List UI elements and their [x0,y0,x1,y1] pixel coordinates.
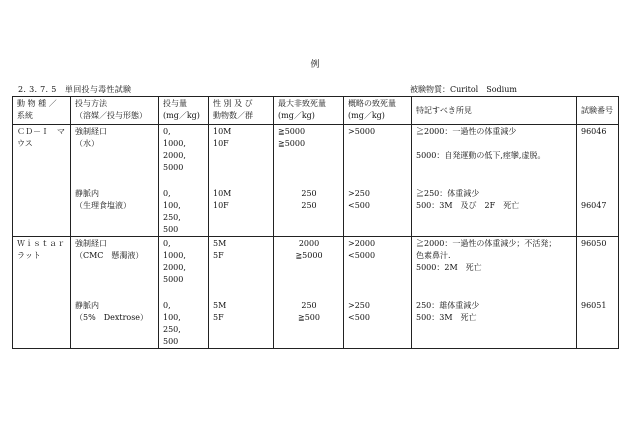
table-row [13,125,619,175]
table-row [13,187,619,237]
cell-dose: 0, 1000, 2000, 5000 [159,237,209,287]
cell-study: 96050 [577,237,619,287]
cell-route: 静脈内 （生理食塩液） [71,187,159,237]
row-spacer [13,174,619,187]
cell-route: 強制経口 （水） [71,125,159,175]
cell-dose: 0, 1000, 2000, 5000 [159,125,209,175]
row-spacer [13,286,619,299]
table-row [13,299,619,349]
cell-lethal: >250 <500 [344,187,412,237]
header-route: 投与方法 （溶媒／投与形態） [71,97,159,125]
cell-lethal: >250 <500 [344,299,412,349]
cell-findings: ≧250：体重減少 500：3M 及び 2F 死亡 [412,187,577,237]
cell-findings: ≧2000：一過性の体重減少 5000：自発運動の低下,痙攣,虚脱。 [412,125,577,175]
cell-sex: 10M 10F [209,125,274,175]
cell-study: 96051 [577,299,619,349]
cell-findings: ≧2000：一過性の体重減少；不活発； 色素鼻汁. 5000：2M 死亡 [412,237,577,287]
cell-dose: 0, 100, 250, 500 [159,299,209,349]
cell-findings: 250：雄体重減少 500：3M 死亡 [412,299,577,349]
cell-species: ＣＤ－Ｉ マ ウス [13,125,71,175]
cell-species: Ｗｉｓｔａｒ ラット [13,237,71,287]
header-lethal: 概略の致死量 (mg／kg) [344,97,412,125]
header-study: 試験番号 [577,97,619,125]
cell-sex: 10M 10F [209,187,274,237]
cell-sex: 5M 5F [209,237,274,287]
toxicity-table [12,96,619,349]
cell-nlds: 250 ≧500 [274,299,344,349]
cell-lethal: >5000 [344,125,412,175]
cell-species [13,187,71,237]
header-species: 動 物 種 ／ 系統 [13,97,71,125]
cell-nlds: 250 250 [274,187,344,237]
cell-nlds: ≧5000 ≧5000 [274,125,344,175]
header-sex: 性 別 及 び 動物数／群 [209,97,274,125]
cell-study: 96047 [577,187,619,237]
header-findings: 特記すべき所見 [412,97,577,125]
header-dose: 投与量 (mg／kg) [159,97,209,125]
cell-route: 静脈内 （5% Dextrose） [71,299,159,349]
table-row [13,237,619,287]
cell-lethal: >2000 <5000 [344,237,412,287]
cell-dose: 0, 100, 250, 500 [159,187,209,237]
cell-route: 強制経口 （CMC 懸濁液） [71,237,159,287]
cell-sex: 5M 5F [209,299,274,349]
section-title: 2. 3. 7. 5 単回投与毒性試験 [18,85,132,94]
page-title: 例 [310,60,320,70]
cell-species [13,299,71,349]
test-substance: 被験物質：Curitol Sodium [410,85,517,94]
table-header-row [13,97,619,125]
cell-nlds: 2000 ≧5000 [274,237,344,287]
cell-study: 96046 [577,125,619,175]
header-nlds: 最大非致死量 (mg／kg) [274,97,344,125]
